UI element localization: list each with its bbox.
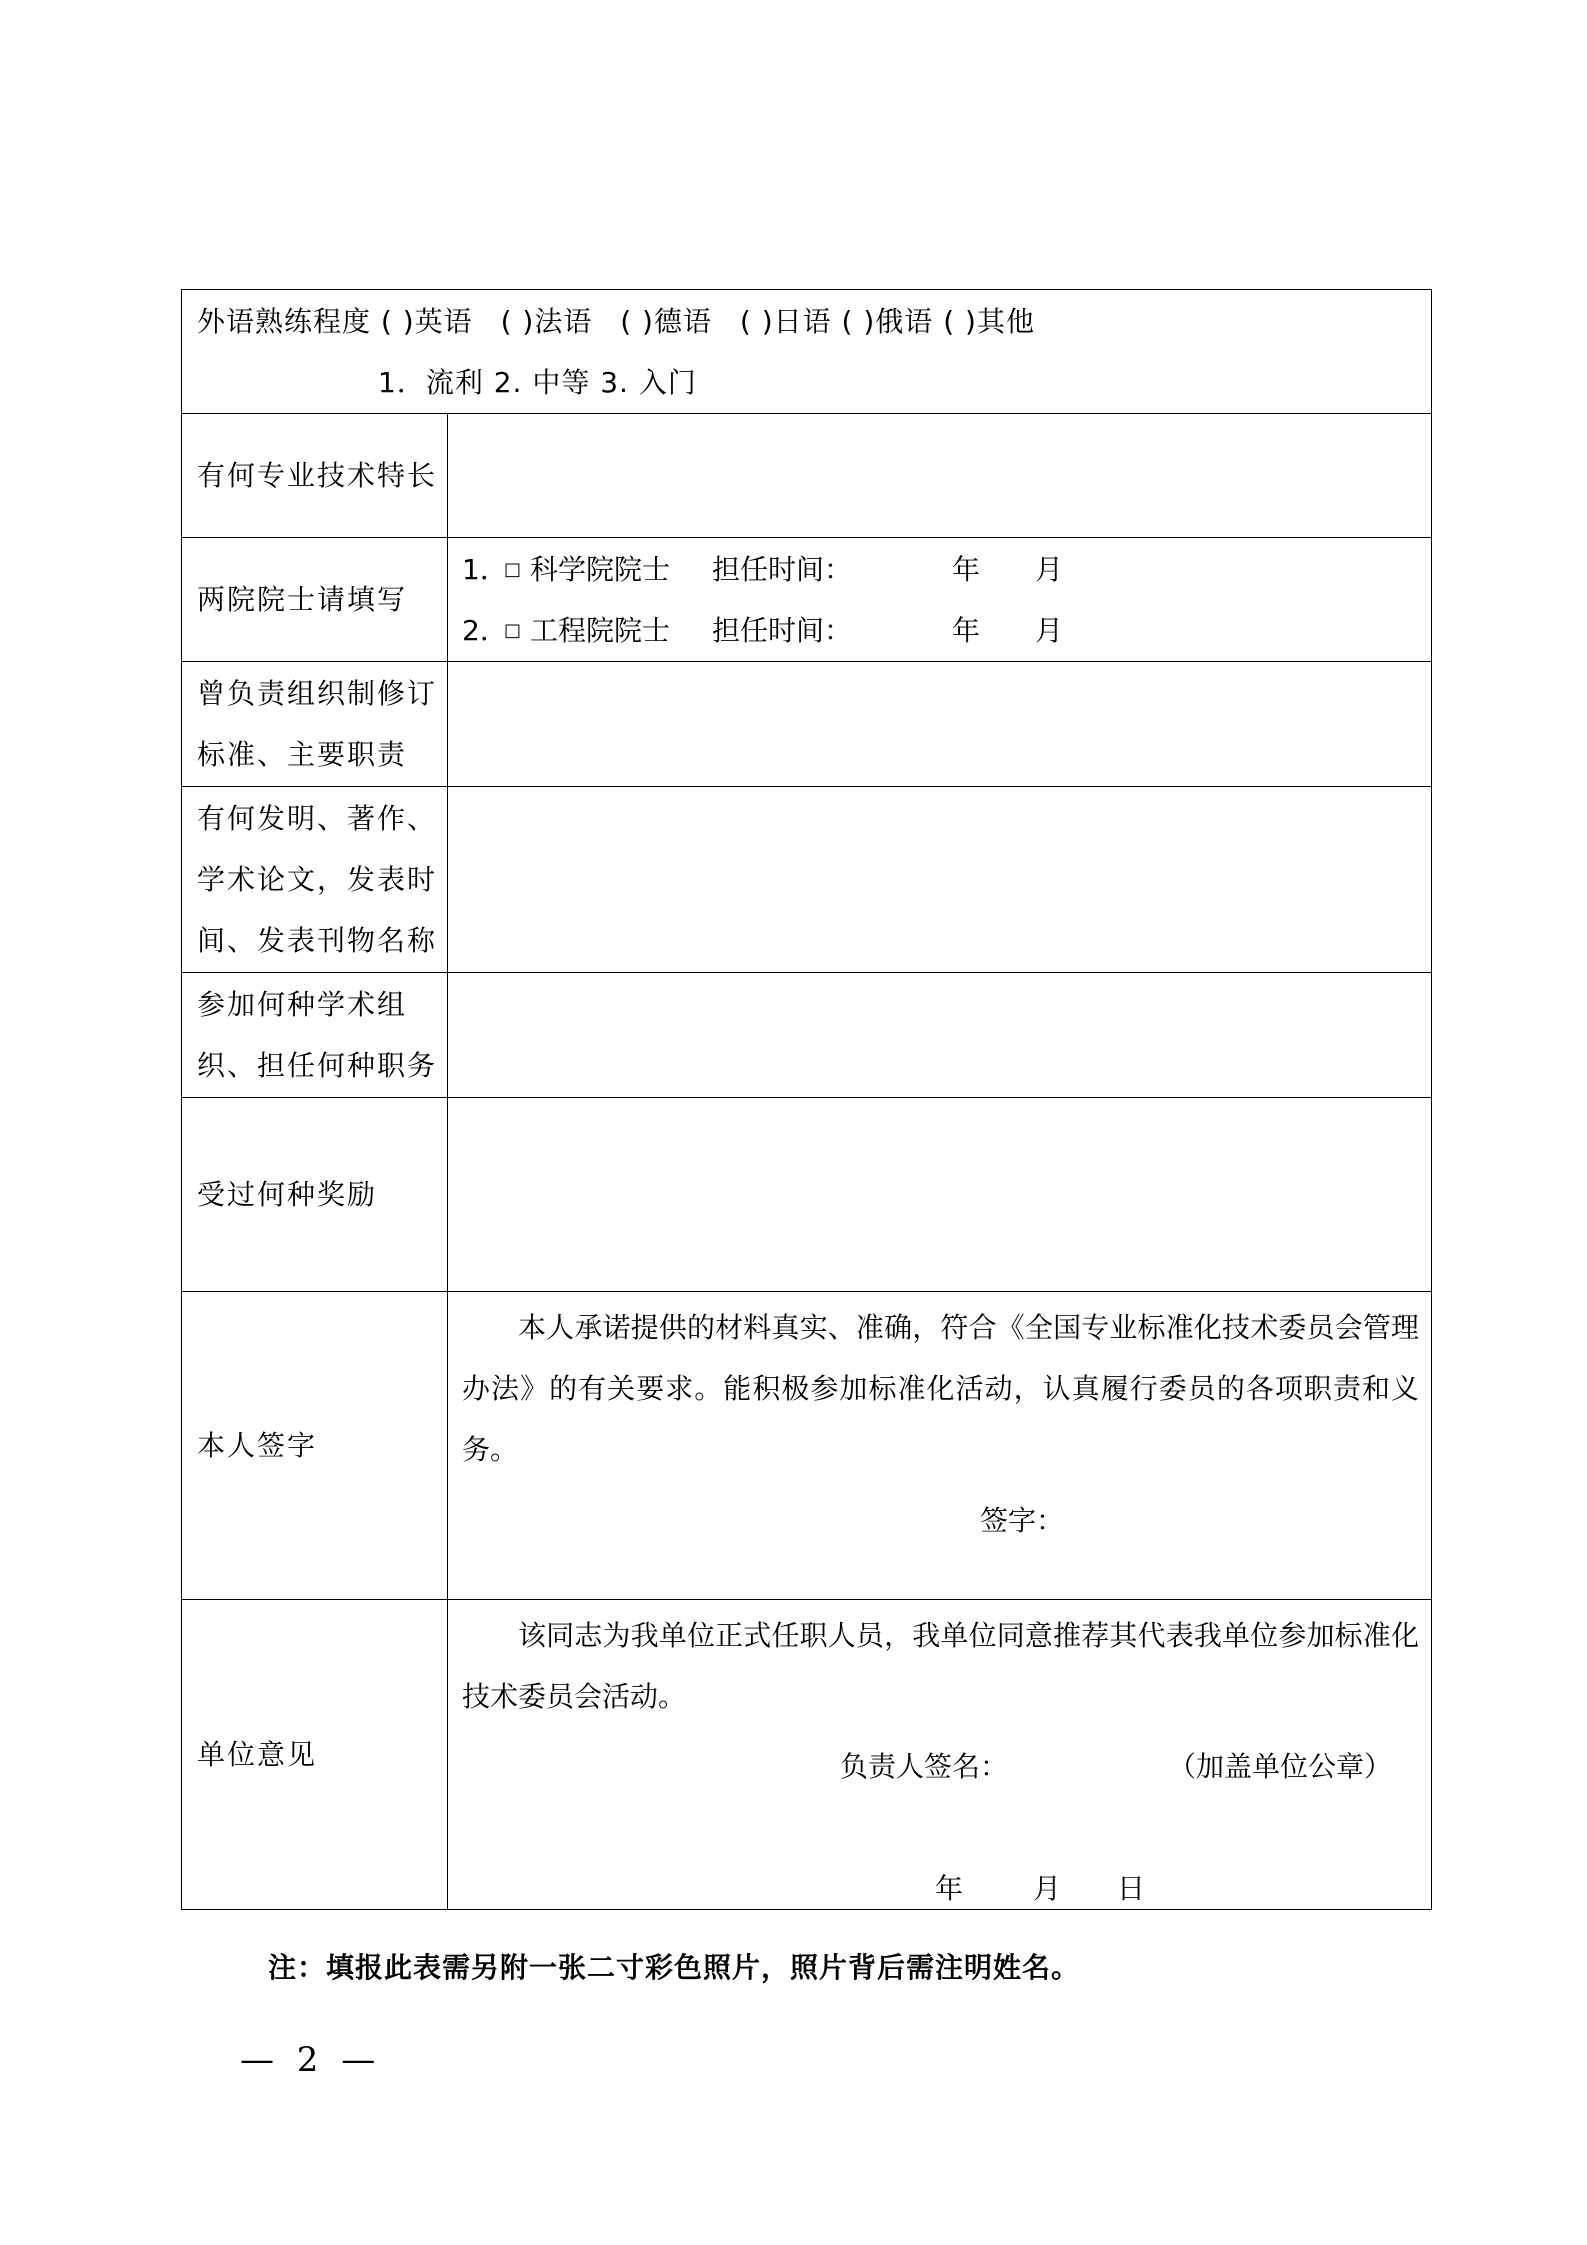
academician-name: 工程院院士: [530, 613, 671, 647]
academician-line-science: [462, 539, 1431, 600]
footnote: 注：填报此表需另附一张二寸彩色照片，照片背后需注明姓名。: [268, 1951, 1081, 1984]
academician-name: 科学院院士: [530, 552, 671, 586]
academician-row: [182, 538, 1432, 662]
organizations-label-line: 织、担任何种职务: [197, 1049, 438, 1082]
academician-num: 2．: [462, 613, 508, 647]
language-option-french[interactable]: ( )法语: [500, 304, 593, 338]
academician-num: 1．: [462, 552, 508, 586]
time-label: 担任时间：: [712, 613, 853, 647]
publications-label-line: 学术论文，发表时: [197, 863, 438, 896]
publications-label-line: 有何发明、著作、: [197, 802, 438, 835]
time-label: 担任时间：: [712, 552, 853, 586]
standards-field[interactable]: [448, 662, 1432, 787]
awards-label: 受过何种奖励: [182, 1098, 448, 1292]
unit-statement: 该同志为我单位正式任职人员，我单位同意推荐其代表我单位参加标准化技术委员会活动。: [462, 1619, 1420, 1713]
year-label: 年: [952, 613, 981, 647]
organizations-row: [182, 973, 1432, 1098]
standards-label-line: 标准、主要职责: [197, 738, 408, 771]
language-label: 外语熟练程度: [197, 304, 372, 338]
month-label: 月: [1035, 613, 1064, 647]
language-option-english[interactable]: ( )英语: [380, 304, 473, 338]
organizations-field[interactable]: [448, 973, 1432, 1098]
specialty-row: [182, 414, 1432, 538]
month-label: 月: [1035, 552, 1064, 586]
specialty-field[interactable]: [448, 414, 1432, 538]
year-label: 年: [952, 552, 981, 586]
language-option-russian[interactable]: ( )俄语: [841, 304, 934, 338]
unit-label: 单位意见: [182, 1600, 448, 1910]
language-levels: 1．流利 2. 中等 3. 入门: [378, 365, 697, 399]
signature-statement: 本人承诺提供的材料真实、准确，符合《全国专业标准化技术委员会管理办法》的有关要求。能积极参加标准化活动，认真履行委员的各项职责和义务。: [462, 1311, 1420, 1466]
page-number: — 2 —: [240, 2040, 382, 2080]
leader-sign-label: 负责人签名：: [840, 1750, 1009, 1783]
standards-label-line: 曾负责组织制修订: [197, 677, 438, 710]
academician-line-engineering: [462, 600, 1431, 661]
seal-label: （加盖单位公章）: [1168, 1750, 1393, 1783]
publications-label: [182, 787, 448, 973]
academician-field: [448, 538, 1432, 662]
signature-label: 本人签字: [182, 1292, 448, 1600]
standards-row: [182, 662, 1432, 787]
date-year-label: 年: [935, 1872, 964, 1905]
language-cell: [182, 290, 1432, 414]
language-row: [182, 290, 1432, 414]
language-line: [182, 291, 1431, 352]
sign-label: 签字：: [980, 1504, 1065, 1537]
publications-field[interactable]: [448, 787, 1432, 973]
standards-label: [182, 662, 448, 787]
signature-field[interactable]: [448, 1292, 1432, 1600]
organizations-label-line: 参加何种学术组: [197, 988, 408, 1021]
language-option-german[interactable]: ( )德语: [620, 304, 712, 338]
checkbox-science[interactable]: □: [504, 558, 522, 580]
unit-row: [182, 1600, 1432, 1910]
date-month-label: 月: [1033, 1872, 1062, 1905]
unit-field[interactable]: [448, 1600, 1432, 1910]
awards-row: [182, 1098, 1432, 1292]
awards-field[interactable]: [448, 1098, 1432, 1292]
language-option-japanese[interactable]: ( )日语: [739, 304, 832, 338]
language-option-other[interactable]: ( )其他: [943, 304, 1035, 338]
publications-label-line: 间、发表刊物名称: [197, 924, 438, 957]
signature-row: [182, 1292, 1432, 1600]
organizations-label: [182, 973, 448, 1098]
checkbox-engineering[interactable]: □: [504, 619, 522, 641]
registration-form-table: [181, 289, 1432, 1910]
specialty-label: 有何专业技术特长: [182, 414, 448, 538]
date-day-label: 日: [1117, 1872, 1146, 1905]
publications-row: [182, 787, 1432, 973]
academician-label: 两院院士请填写: [182, 538, 448, 662]
